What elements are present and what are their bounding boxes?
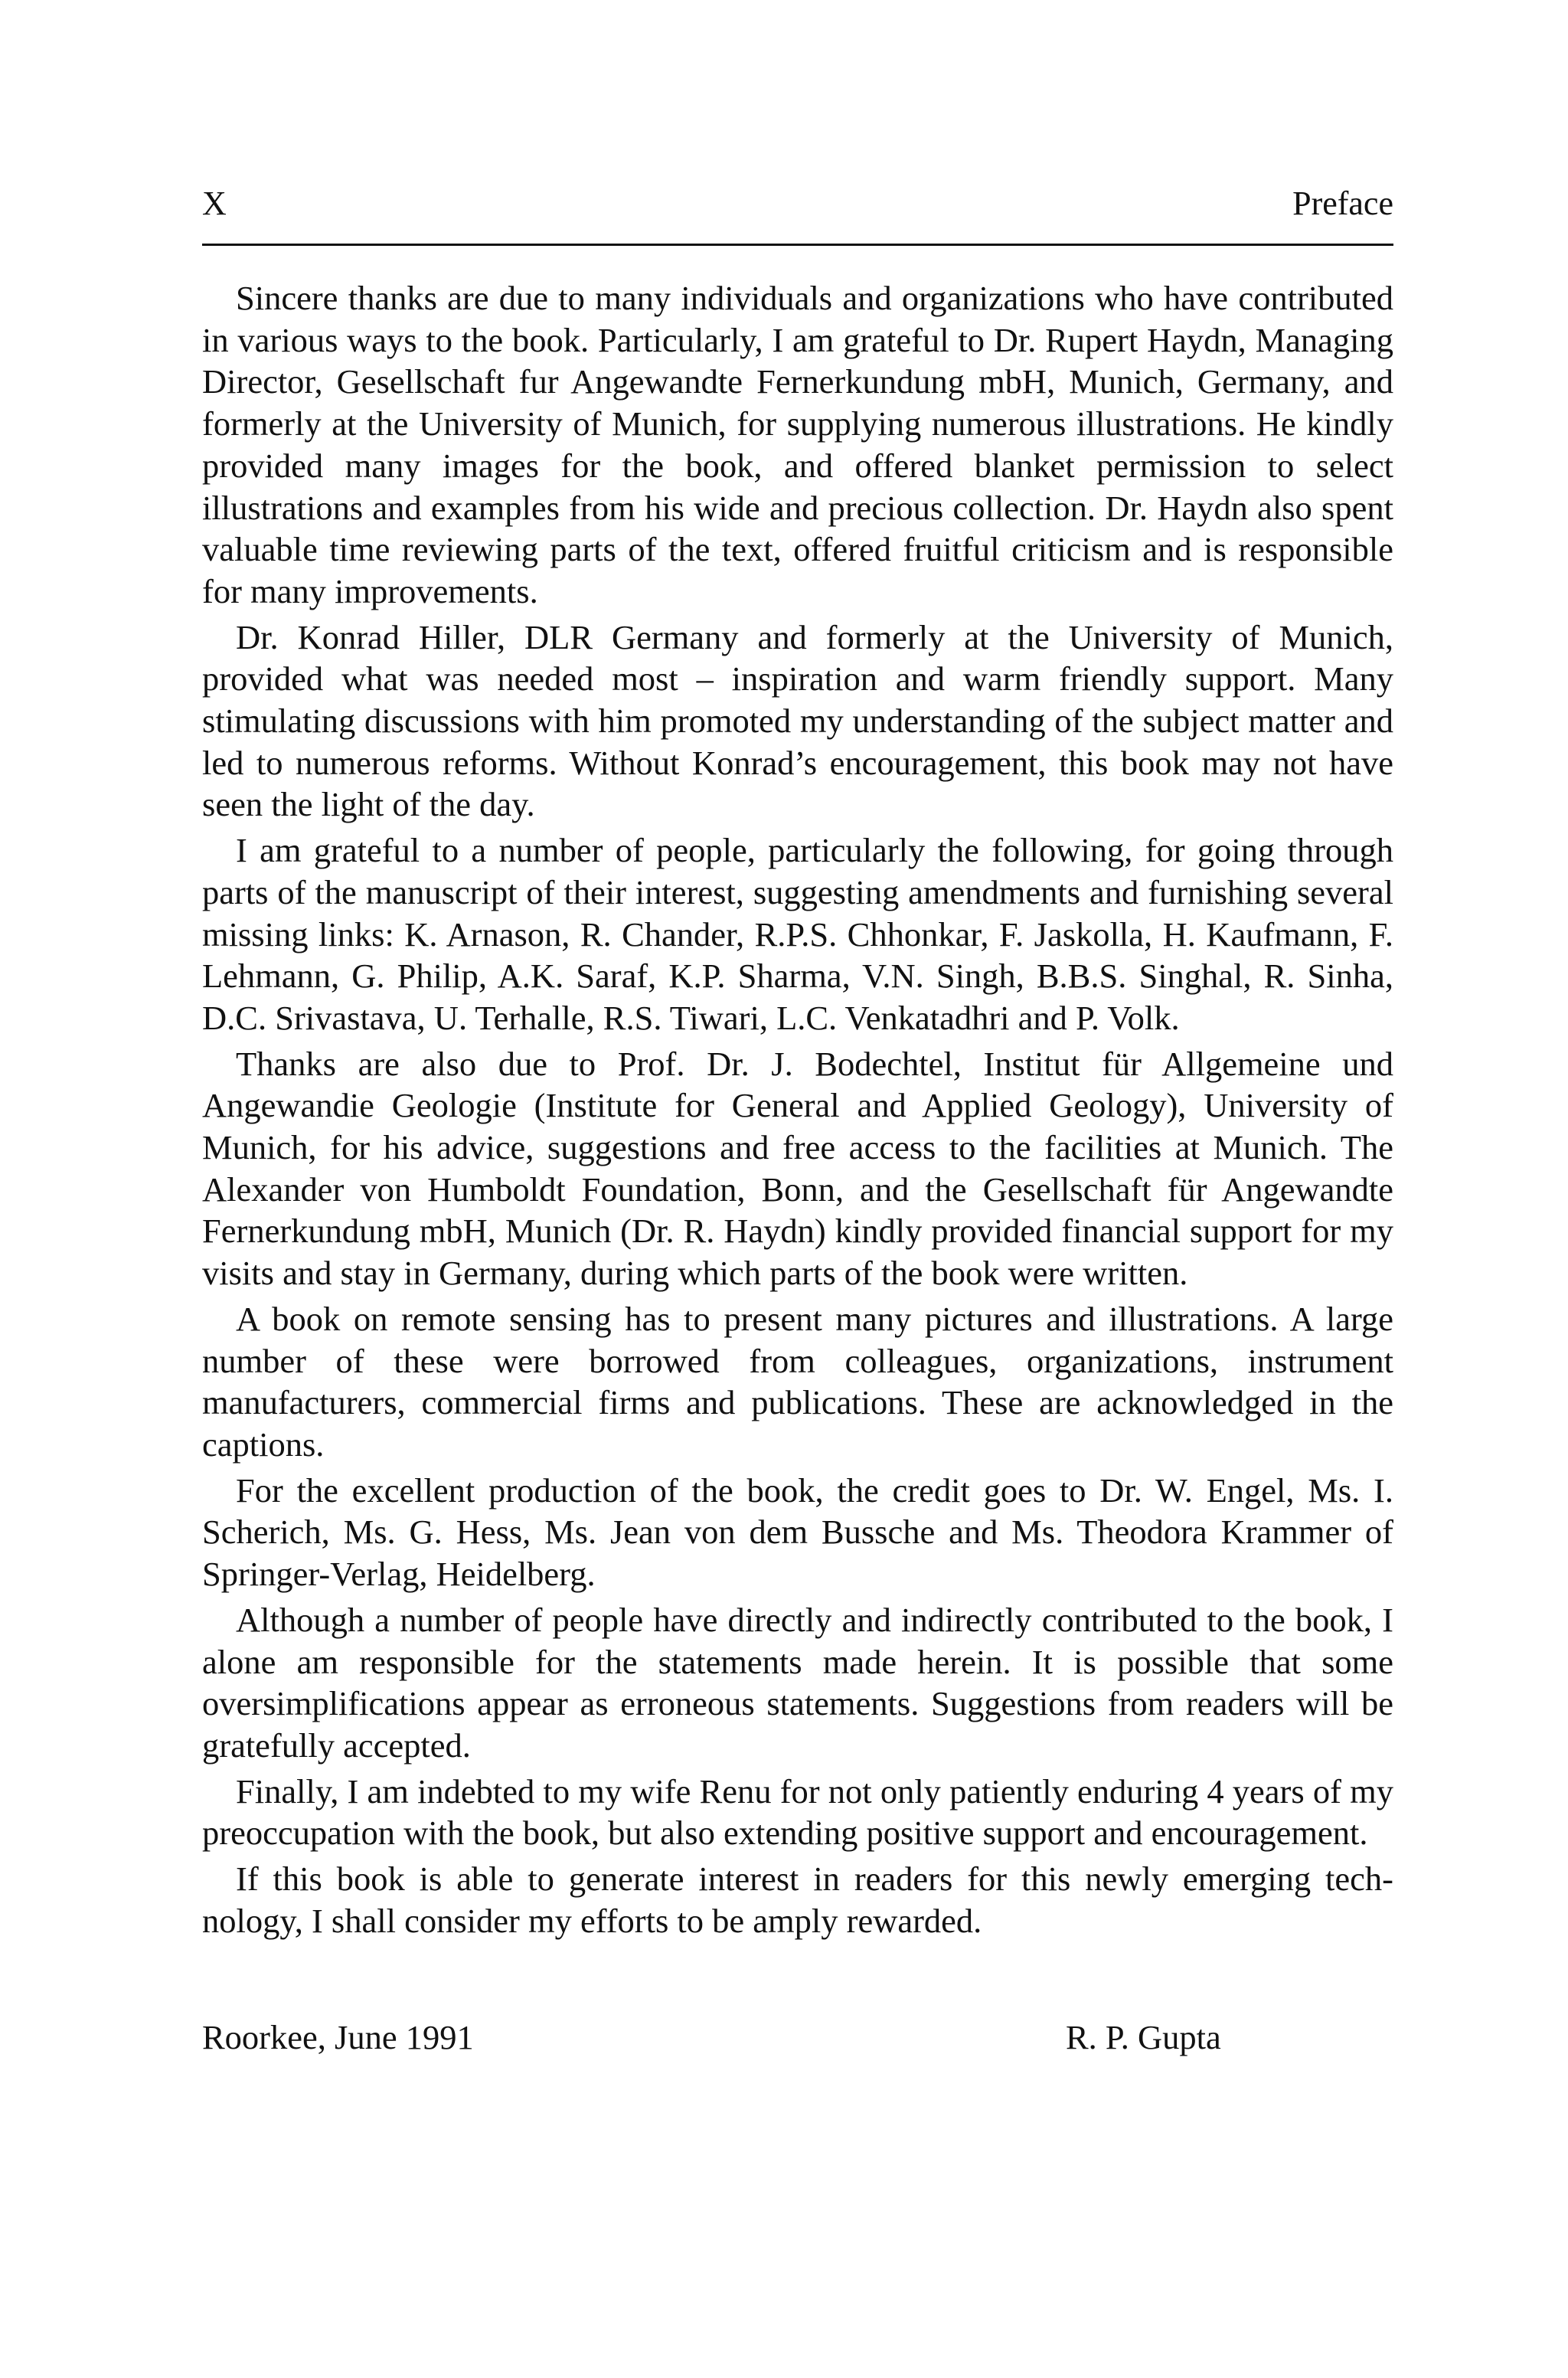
signoff xyxy=(202,2014,1393,2060)
paragraph-family: Finally, I am indebted to my wife Renu for not only patiently enduring 4 years of my preoccupation with the book, but also extending positive support and encouragement. xyxy=(202,1771,1393,1853)
place-date: Roorkee, June 1991 xyxy=(202,2018,474,2056)
paragraph-thanks-bodechtel: Thanks are also due to Prof. Dr. J. Bodechtel, Institut für Allgemeine und Angewandie Geologie (Institute for General and Applied Geology), University of Munich, for his advice, suggestions and free access to the facilities at Munich. The Alexander von Humboldt Foundation, Bonn, and the Gesellschaft für Angewandte Fernerkundung mbH, Munich (Dr. R. Haydn) kindly provided financial support for my visits and stay in Germany, during which parts of the book were written. xyxy=(202,1044,1393,1293)
paragraph-thanks-hiller: Dr. Konrad Hiller, DLR Germany and formerly at the University of Munich, provided what was needed most – inspiration and warm friendly support. Many stimulating discussions with him promoted my understanding of the subject matter and led to numerous reforms. Without Konrad’s encouragement, this book may not have seen the light of the day. xyxy=(202,617,1393,824)
paragraph-responsibility: Although a number of people have directly and indirectly contributed to the book, I alone am responsible for the statements made herein. It is possible that some oversimplifications appear as erroneous statements. Suggestions from readers will be gratefully accepted. xyxy=(202,1600,1393,1765)
author-name: R. P. Gupta xyxy=(1066,2018,1221,2056)
section-title: Preface xyxy=(1292,185,1393,222)
header-rule xyxy=(202,244,1393,246)
paragraph-production: For the excellent production of the book, the credit goes to Dr. W. Engel, Ms. I. Scherich, Ms. G. Hess, Ms. Jean von dem Bussche and Ms. Theodora Krammer of Springer-Verlag, Heidelberg. xyxy=(202,1470,1393,1594)
page-number: X xyxy=(202,185,227,222)
paragraph-illustrations: A book on remote sensing has to present many pictures and illustrations. A large number of these were borrowed from colleagues, organizations, instrument manufacturers, commercial firms and publications. These are acknowledged in the captions. xyxy=(202,1299,1393,1464)
preface-body xyxy=(202,277,1393,1945)
running-head xyxy=(202,181,1393,227)
paragraph-closing: If this book is able to generate interest in readers for this newly emerging technology, I shall consider my efforts to be amply rewarded. xyxy=(202,1860,1393,1940)
paragraph-thanks-haydn: Sincere thanks are due to many individuals and organizations who have contributed in various ways to the book. Particularly, I am grateful to Dr. Rupert Haydn, Managing Director, Gesellschaft fur Angewandte Fernerkundung mbH, Munich, Germany, and formerly at the University of Munich, for supplying numerous illustrations. He kindly provided many images for the book, and offered blanket permission to select illustrations and examples from his wide and precious collection. Dr. Haydn also spent valuable time reviewing parts of the text, offered fruitful criticism and is responsible for many improvements. xyxy=(202,279,1393,610)
paragraph-manuscript-reviewers: I am grateful to a number of people, particularly the following, for going through parts of the manuscript of their interest, suggesting amendments and furnishing several missing links: K. Arnason, R. Chander, R.P.S. Chhonkar, F. Jaskolla, H. Kaufmann, F. Lehmann, G. Philip, A.K. Saraf, K.P. Sharma, V.N. Singh, B.B.S. Singhal, R. Sinha, D.C. Srivastava, U. Terhalle, R.S. Tiwari, L.C. Venkatadhri and P. Volk. xyxy=(202,831,1393,1037)
